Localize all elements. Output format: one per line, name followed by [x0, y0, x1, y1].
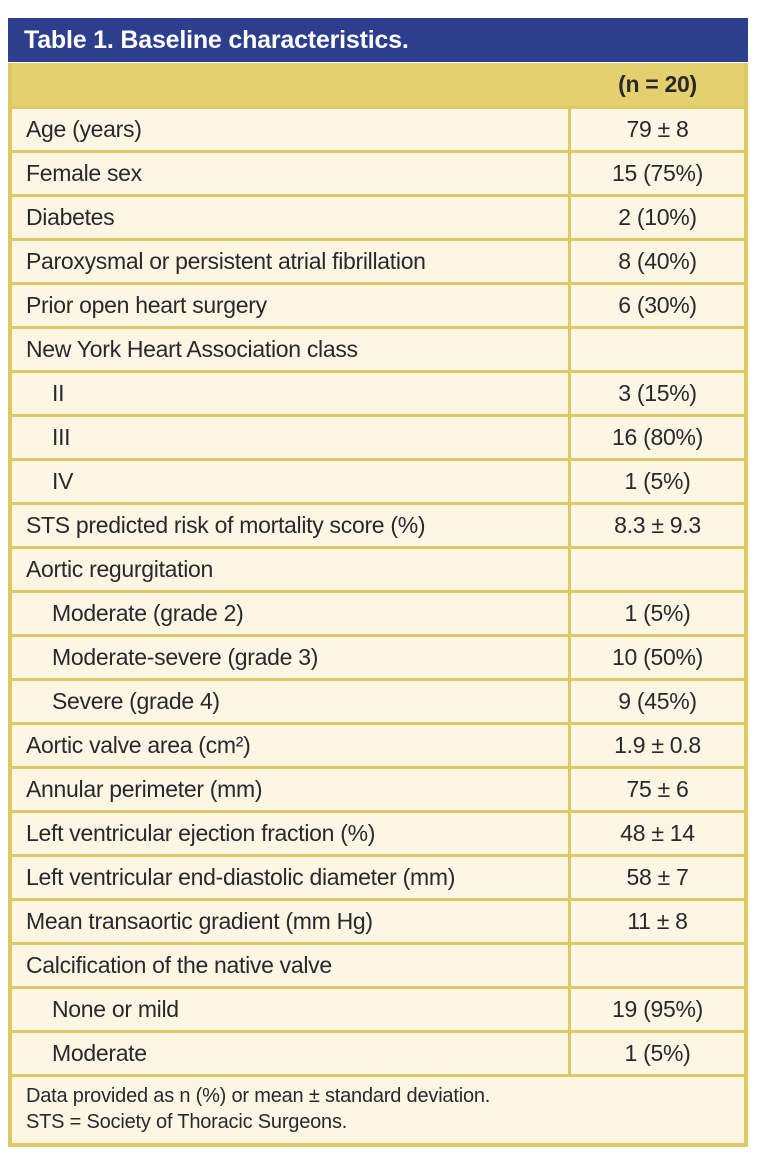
row-value: [571, 549, 744, 590]
row-value: 8.3 ± 9.3: [614, 512, 701, 538]
table-row: [12, 326, 744, 370]
row-label: III: [12, 417, 571, 458]
table-row: [12, 150, 744, 194]
row-value: 1 (5%): [624, 600, 691, 626]
row-label: Female sex: [12, 153, 571, 194]
row-label: Annular perimeter (mm): [12, 769, 571, 810]
row-value: 16 (80%): [612, 424, 703, 450]
footnote-line: Data provided as n (%) or mean ± standard deviation.: [26, 1085, 491, 1107]
table-row: [12, 502, 744, 546]
table-row: [12, 282, 744, 326]
table-row: [12, 766, 744, 810]
table-footnotes: [12, 1074, 744, 1143]
table-row: [12, 678, 744, 722]
row-value: 79 ± 8: [626, 116, 689, 142]
row-label: Moderate: [12, 1033, 571, 1074]
row-label: STS predicted risk of mortality score (%): [12, 505, 571, 546]
table-row: [12, 722, 744, 766]
table-row: [12, 986, 744, 1030]
row-value: 15 (75%): [612, 160, 703, 186]
table-row: [12, 194, 744, 238]
row-value: 48 ± 14: [620, 820, 695, 846]
row-value: 2 (10%): [618, 204, 697, 230]
row-label: Moderate (grade 2): [12, 593, 571, 634]
row-value: 19 (95%): [612, 996, 703, 1022]
row-label: IV: [12, 461, 571, 502]
row-value: 11 ± 8: [627, 908, 688, 934]
row-label: Moderate-severe (grade 3): [12, 637, 571, 678]
row-label: Aortic regurgitation: [12, 549, 571, 590]
table-row: [12, 238, 744, 282]
table-row: [12, 810, 744, 854]
column-header-n: (n = 20): [618, 71, 697, 97]
table-row: [12, 590, 744, 634]
table-row: [12, 854, 744, 898]
row-value: 1 (5%): [624, 468, 691, 494]
row-value: 3 (15%): [618, 380, 697, 406]
table-row: [12, 942, 744, 986]
baseline-characteristics-table: [8, 63, 748, 1147]
row-label: II: [12, 373, 571, 414]
table-row: [12, 546, 744, 590]
row-value: 6 (30%): [618, 292, 697, 318]
row-value: [571, 329, 744, 370]
row-value: 8 (40%): [618, 248, 697, 274]
row-value: 1 (5%): [624, 1040, 691, 1066]
table-title: Table 1. Baseline characteristics.: [8, 18, 748, 62]
row-value: [571, 945, 744, 986]
column-header-row: [12, 63, 744, 106]
row-value: 58 ± 7: [626, 864, 689, 890]
row-label: Diabetes: [12, 197, 571, 238]
row-label: Aortic valve area (cm²): [12, 725, 571, 766]
row-label: Severe (grade 4): [12, 681, 571, 722]
row-label: Left ventricular end-diastolic diameter (mm): [12, 857, 571, 898]
table-row: [12, 106, 744, 150]
table-row: [12, 414, 744, 458]
row-label: Left ventricular ejection fraction (%): [12, 813, 571, 854]
row-label: None or mild: [12, 989, 571, 1030]
row-label: Paroxysmal or persistent atrial fibrillation: [12, 241, 571, 282]
footnote-line: STS = Society of Thoracic Surgeons.: [26, 1111, 348, 1133]
row-value: 1.9 ± 0.8: [614, 732, 701, 758]
column-header-empty: [12, 63, 571, 106]
row-label: Prior open heart surgery: [12, 285, 571, 326]
table-row: [12, 458, 744, 502]
row-label: Age (years): [12, 109, 571, 150]
row-value: 9 (45%): [618, 688, 697, 714]
table-row: [12, 898, 744, 942]
table-row: [12, 634, 744, 678]
row-label: Mean transaortic gradient (mm Hg): [12, 901, 571, 942]
table-row: [12, 1030, 744, 1074]
table-body: [12, 106, 744, 1074]
row-label: Calcification of the native valve: [12, 945, 571, 986]
row-value: 10 (50%): [612, 644, 703, 670]
row-label: New York Heart Association class: [12, 329, 571, 370]
row-value: 75 ± 6: [626, 776, 689, 802]
table-row: [12, 370, 744, 414]
